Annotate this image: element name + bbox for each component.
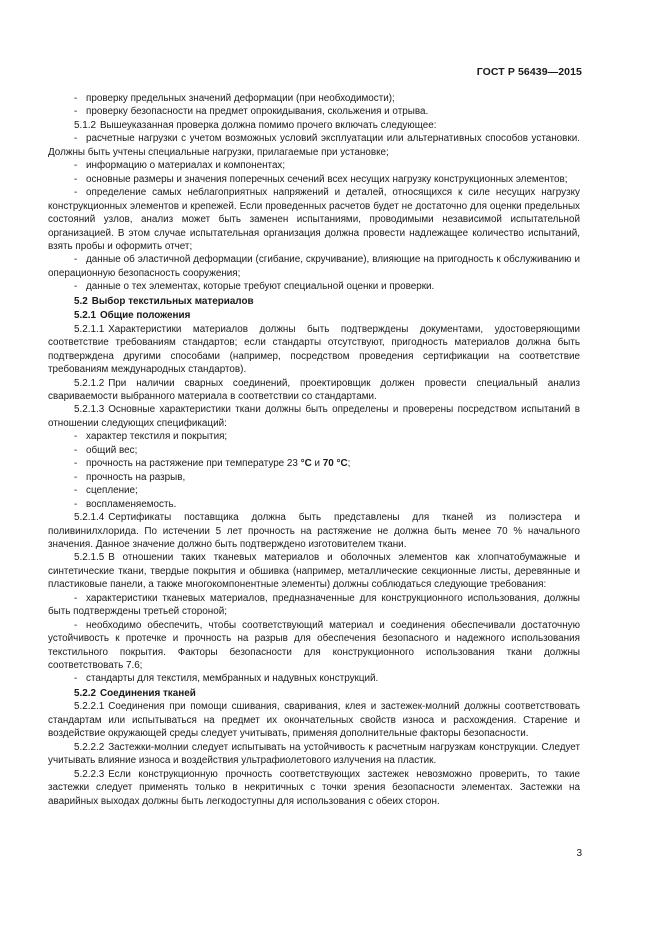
clause-5-2-1-3: 5.2.1.3 Основные характеристики ткани должны быть определены и проверены посредством испытаний в отношении следующих спецификаций: — [48, 404, 580, 429]
list-item: - характеристики тканевых материалов, предназначенные для конструкционного использования, должны быть подтверждены третьей стороной; — [48, 592, 580, 618]
list-item: - прочность на растяжение при температуре 23 °C и 70 °C; — [74, 458, 351, 470]
list-item: - общий вес; — [74, 444, 138, 456]
clause-5-2-1-1: 5.2.1.1 Характеристики материалов должны быть подтверждены документами, удостоверяющими соответствие требованиям стандартов; если стандарты отсутствуют, пригодность материалов должна быть подтверждена другими способами (например, посредством проведения сертификации на соответствие требованиям международных стандартов). — [48, 323, 580, 376]
clause-5-2-1-4: 5.2.1.4 Сертификаты поставщика должна быть представлены для тканей из полиэстера и поливинилхлорида. По истечении 5 лет прочность на растяжение не должна быть менее 70 % начального значения. Данное значение должно быть подтверждено изготовителем ткани. — [48, 512, 580, 550]
list-item: - расчетные нагрузки с учетом возможных условий эксплуатации или альтернативных способов установки. Должны быть учтены специальные нагрузки, прилагаемые при установке; — [48, 133, 580, 158]
list-item: - воспламеняемость. — [74, 498, 177, 510]
list-item: - стандарты для текстиля, мембранных и надувных конструкций. — [74, 673, 379, 685]
page-number: 3 — [576, 848, 582, 859]
clause-5-2-1-5: 5.2.1.5 В отношении таких тканевых материалов и оболочных элементов как хлопчатобумажные и синтетические ткани, твердые покрытия и обшивка (например, металлические секционные листы, деревянные и пластиковые панели, а также многокомпонентные элементы) должны соблюдаться следующие требования: — [48, 552, 580, 591]
section-heading-5-2: 5.2 Выбор текстильных материалов — [74, 295, 254, 307]
clause-5-2-2-3: 5.2.2.3 Если конструкционную прочность соответствующих застежек невозможно проверить, то такие застежки следует применять только в некритичных с точки зрения безопасности элементах. Застежки на аварийных выходах должны быть легкодоступны для использования с обеих сторон. — [48, 768, 580, 807]
list-item: - данные об эластичной деформации (сгибание, скручивание), влияющие на пригодность к обслуживанию и операционную безопасность сооружения; — [48, 254, 580, 279]
list-item: - сцепление; — [74, 485, 138, 497]
list-item: - определение самых неблагоприятных напряжений и деталей, относящихся к силе несущих нагрузку конструкционных элементов и крепежей. Если проведенных расчетов будет не достаточно для оценки предельных состояний узлов, анализ может быть заменен испытаниями, проводимыми независимой испытательной организацией. В этом случае испытательная организация должна провести надлежащее количество испытаний, взять пробы и оформить отчет; — [48, 187, 580, 252]
clause-5-2-2-1: 5.2.2.1 Соединения при помощи сшивания, сваривания, клея и застежек-молний должны соответствовать стандартам или испытываться на предмет их окончательных свойств износа и расхождения. Старение и воздействие окружающей среды следует учитывать, применяя дополнительные факторы безопасности. — [48, 701, 580, 740]
list-item: - основные размеры и значения поперечных сечений всех несущих нагрузку конструкционных элементов; — [74, 173, 568, 185]
document-header: ГОСТ Р 56439—2015 — [476, 66, 582, 78]
clause-5-2-2-2: 5.2.2.2 Застежки-молнии следует испытывать на устойчивость к расчетным нагрузкам конструкции. Следует учитывать влияние износа и воздействия ультрафиолетового излучения на пластик. — [48, 741, 580, 767]
list-item: - проверку предельных значений деформации (при необходимости); — [74, 93, 395, 104]
clause-5-1-2: 5.1.2 Вышеуказанная проверка должна помимо прочего включать следующее: — [74, 119, 437, 131]
document-body — [48, 92, 580, 808]
list-item: - данные о тех элементах, которые требуют специальной оценки и проверки. — [74, 281, 435, 293]
list-item: - характер текстиля и покрытия; — [74, 431, 228, 443]
list-item: - проверку безопасности на предмет опрокидывания, скольжения и отрыва. — [74, 106, 429, 118]
clause-5-2-1-2: 5.2.1.2 При наличии сварных соединений, проектировщик должен провести специальный анализ свариваемости выбранного материала в соответствии со стандартами. — [48, 377, 580, 402]
subsection-heading-5-2-1: 5.2.1 Общие положения — [74, 310, 191, 322]
list-item: - информацию о материалах и компонентах; — [74, 160, 286, 172]
subsection-heading-5-2-2: 5.2.2 Соединения тканей — [74, 687, 196, 699]
list-item: - необходимо обеспечить, чтобы соответствующий материал и соединения обеспечивали достаточную устойчивость к протечке и прочность на разрыв для обеспечения безопасного и надежного использования текстильного покрытия. Факторы безопасности для конструкционного использования ткани должны соответствовать 7.6; — [48, 619, 580, 672]
list-item: - прочность на разрыв, — [74, 471, 186, 483]
